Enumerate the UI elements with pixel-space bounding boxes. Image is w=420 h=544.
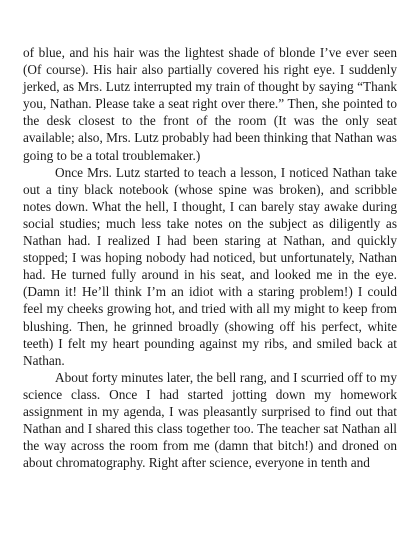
paragraph-1: of blue, and his hair was the lightest shade of blonde I’ve ever seen (Of course). His hair also partially covered his right eye. I suddenly jerked, as Mrs. Lutz interrupted my train of thought by saying “Thank you, Nathan. Please take a seat right over there.” Then, she pointed to the desk closest to the front of the room (It was the only seat available; also, Mrs. Lutz probably had been thinking that Nathan was going to be a total troublemaker.)	[23, 45, 397, 163]
paragraph-3: About forty minutes later, the bell rang, and I scurried off to my science class. Once I had started jotting down my homework assignment in my agenda, I was pleasantly surprised to find out that Nathan and I shared this class together too. The teacher sat Nathan all the way across the room from me (damn that bitch!) and droned on about chromatography. Right after science, everyone in tenth and	[23, 369, 397, 471]
paragraph-2: Once Mrs. Lutz started to teach a lesson, I noticed Nathan take out a tiny black notebook (whose spine was broken), and scribble notes down. What the hell, I thought, I can barely stay awake during social studies; much less take notes on the subject as diligently as Nathan had. I realized I had been staring at Nathan, and quickly stopped; I was hoping nobody had noticed, but unfortunately, Nathan had. He turned fully around in his seat, and looked me in the eye. (Damn it! He’ll think I’m an idiot with a staring problem!) I could feel my cheeks growing hot, and tried with all my might to keep from blushing. Then, he grinned broadly (showing off his perfect, white teeth) I felt my heart pounding against my ribs, and smiled back at Nathan.	[23, 164, 397, 368]
book-page-text	[23, 44, 397, 471]
